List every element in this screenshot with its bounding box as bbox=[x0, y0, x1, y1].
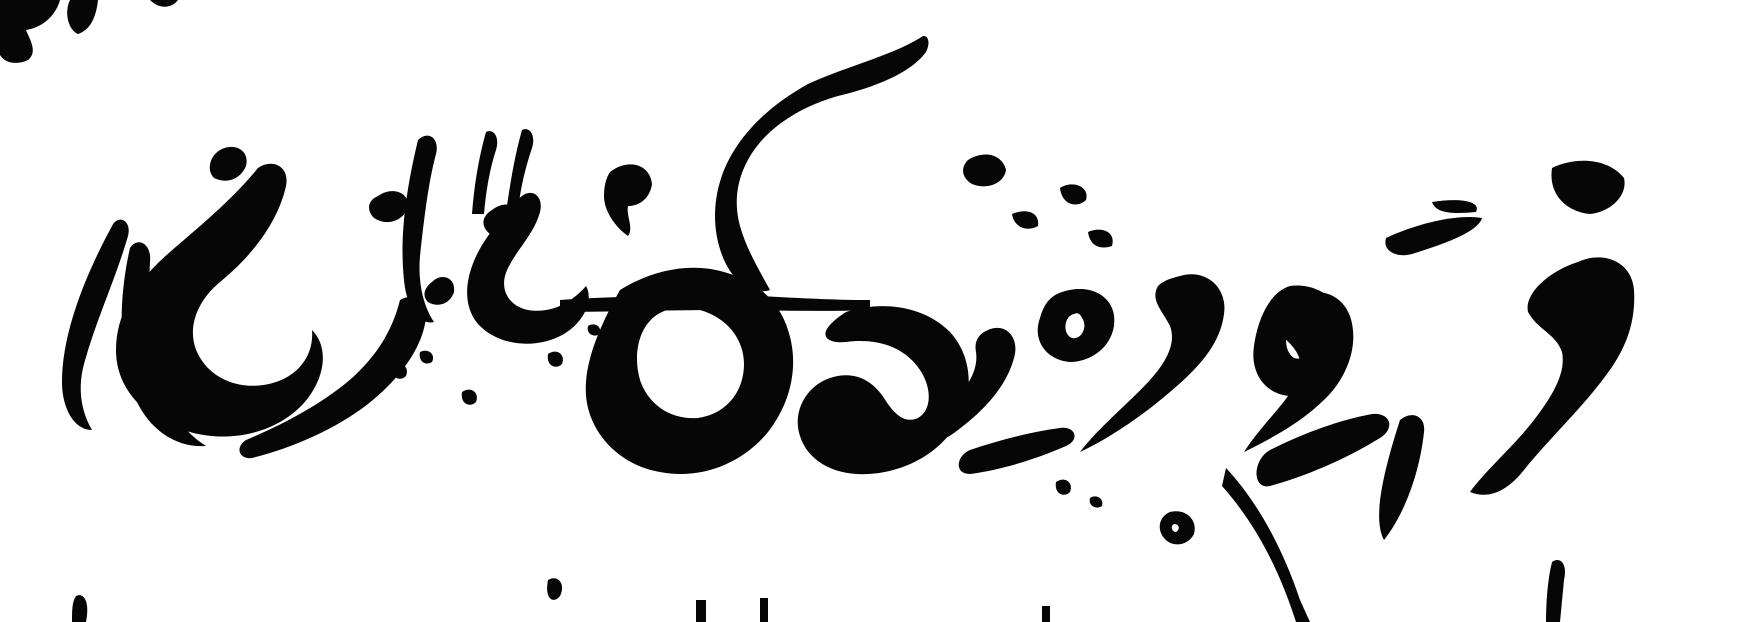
word-farida bbox=[1244, 161, 1634, 540]
word-ki bbox=[560, 36, 969, 474]
corner-ink-fragments bbox=[0, 0, 178, 63]
bottom-ink-fragments bbox=[72, 560, 1565, 622]
word-diary bbox=[62, 129, 589, 458]
